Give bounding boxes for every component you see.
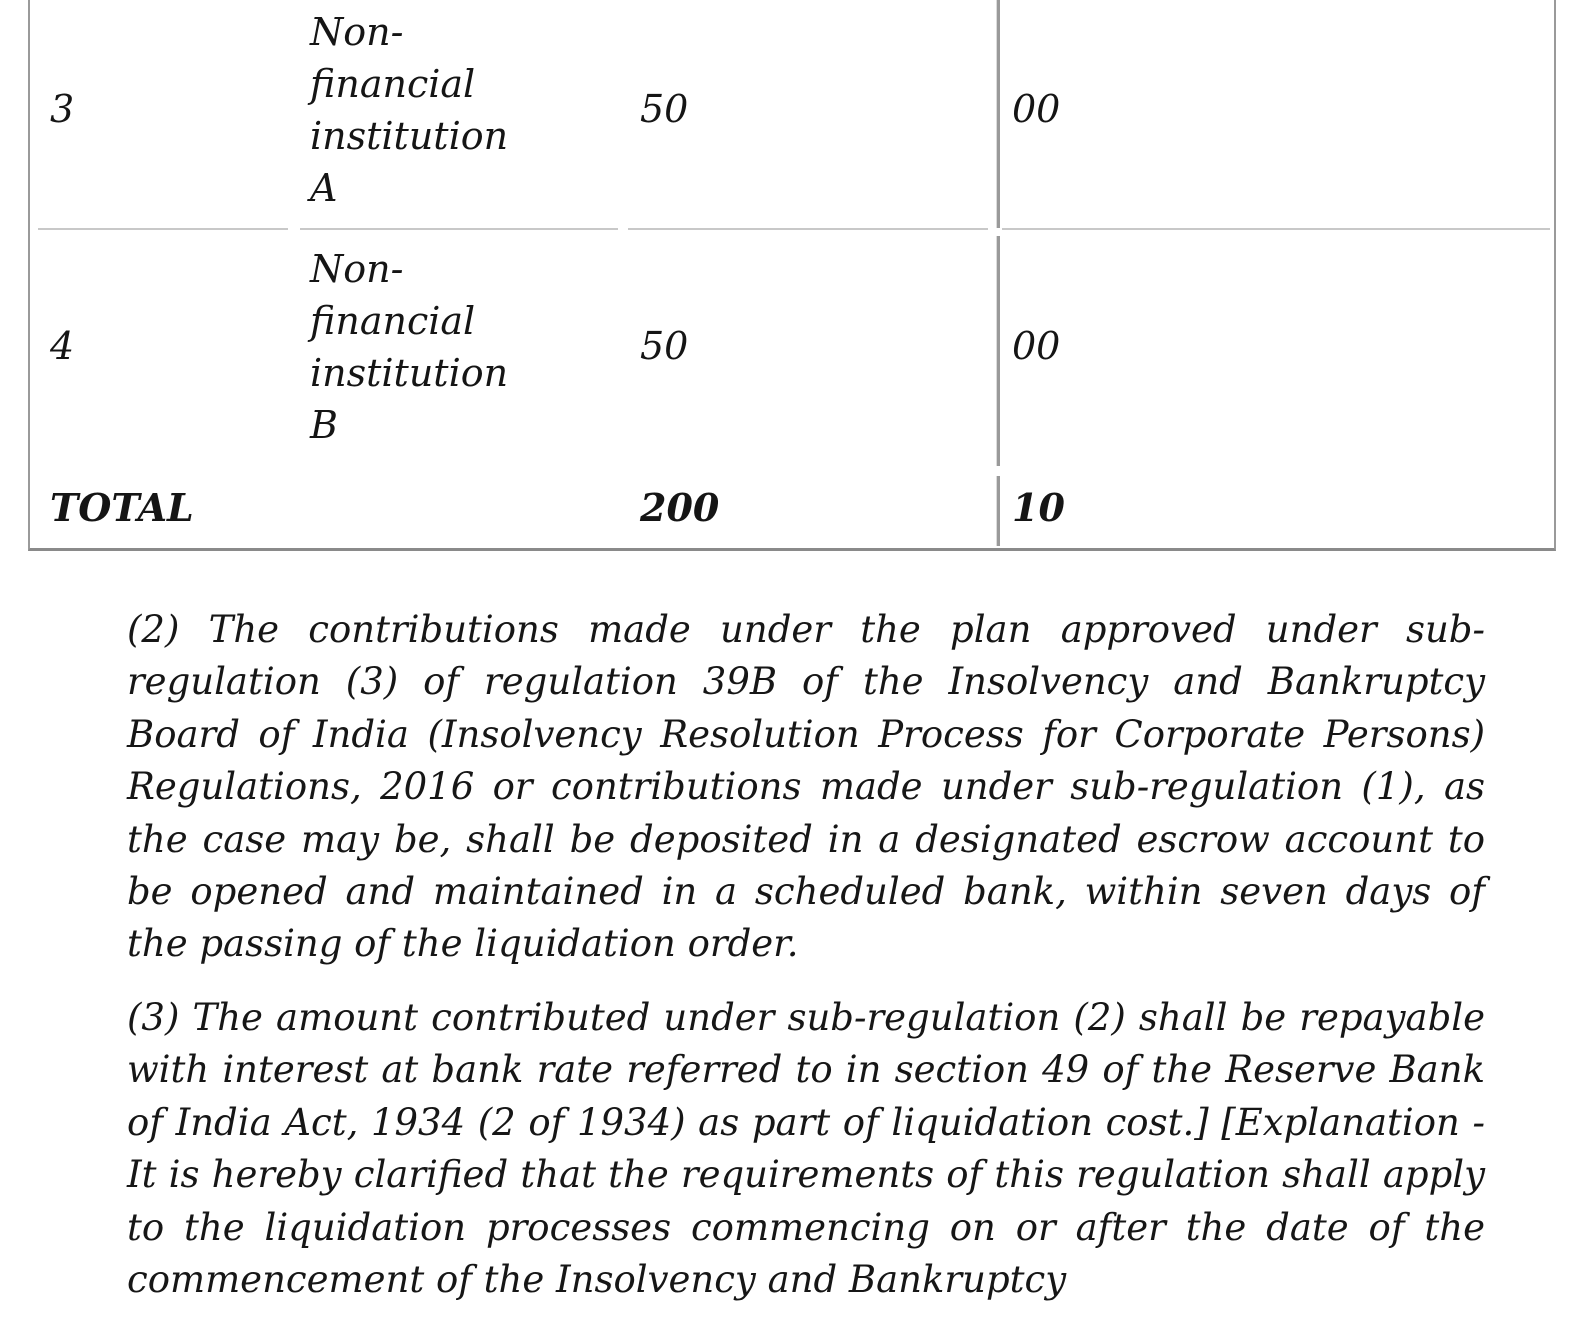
total-amount: 200 xyxy=(640,485,720,530)
row-divider xyxy=(38,228,288,230)
share-cell: 00 xyxy=(1012,87,1061,131)
amount-cell: 50 xyxy=(640,87,689,131)
table-total-row xyxy=(30,470,1554,548)
column-divider xyxy=(996,476,1000,546)
row-divider xyxy=(300,228,618,230)
creditor-name-cell xyxy=(310,243,610,451)
creditor-name-line: financial xyxy=(310,62,476,106)
creditor-name-line: institution xyxy=(310,114,509,158)
column-divider xyxy=(996,0,1000,228)
creditor-name-line: A xyxy=(310,166,338,210)
creditor-name-cell xyxy=(310,6,610,214)
share-cell: 00 xyxy=(1012,324,1061,368)
serial-number-cell: 4 xyxy=(50,324,75,368)
creditor-name-line: B xyxy=(310,403,338,447)
row-divider xyxy=(628,228,988,230)
contribution-table xyxy=(28,0,1556,551)
table-row xyxy=(30,232,1554,468)
paragraph-sub-regulation-3: (3) The amount contributed under sub-regulation (2) shall be repayable with interest at bank rate referred to in section 49 of the Reserve Bank of India Act, 1934 (2 of 1934) as part of liquidation cost.] [Explanation - It is hereby clarified that the requirements of this regulation shall apply to the liquidation processes commencing on or after the date of the commencement of the Insolvency and Bankruptcy xyxy=(127,996,1485,1302)
creditor-name-line: Non- xyxy=(310,10,404,54)
paragraph-sub-regulation-2: (2) The contributions made under the plan approved under sub-regulation (3) of regulation 39B of the Insolvency and Bankruptcy Board of India (Insolvency Resolution Process for Corporate Persons) Regulations, 2016 or contributions made under sub-regulation (1), as the case may be, shall be deposited in a designated escrow account to be opened and maintained in a scheduled bank, within seven days of the passing of the liquidation order. xyxy=(127,608,1485,966)
column-divider xyxy=(996,236,1000,466)
total-label: TOTAL xyxy=(50,485,194,530)
serial-number-cell: 3 xyxy=(50,87,75,131)
creditor-name-line: financial xyxy=(310,299,476,343)
total-share: 10 xyxy=(1012,485,1065,530)
creditor-name-line: institution xyxy=(310,351,509,395)
row-divider xyxy=(1002,228,1550,230)
creditor-name-line: Non- xyxy=(310,247,404,291)
amount-cell: 50 xyxy=(640,324,689,368)
table-row xyxy=(30,0,1554,230)
